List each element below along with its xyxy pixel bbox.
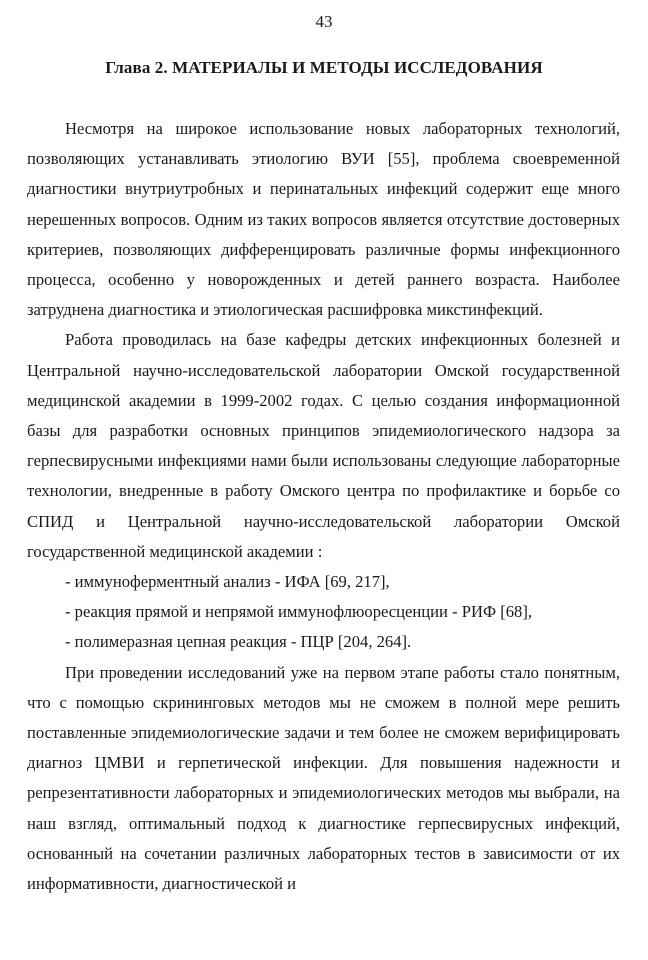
- list-item-ifa: - иммуноферментный анализ - ИФА [69, 217],: [65, 572, 390, 592]
- page-number: 43: [315, 12, 333, 31]
- paragraph-intro: Несмотря на широкое использование новых лабораторных технологий, позволяющих устанавливать этиологию ВУИ [55], проблема своевременной диагностики внутриутробных и перинатальных инфекций содержит еще много нерешенных вопросов. Одним из таких вопросов является отсутствие достоверных критериев, позволяющих дифференцировать различные формы инфекционного процесса, особенно у новорожденных и детей раннего возраста. Наиболее затруднена диагностика и этиологическая расшифровка микстинфекций.: [27, 119, 620, 320]
- document-body: [27, 114, 620, 899]
- list-item-rif: - реакция прямой и непрямой иммунофлюоресценции - РИФ [68],: [65, 602, 533, 622]
- list-item-pcr: - полимеразная цепная реакция - ПЦР [204, 264].: [65, 632, 412, 652]
- paragraph-findings: При проведении исследований уже на первом этапе работы стало понятным, что с помощью скрининговых методов мы не сможем в полной мере решить поставленные эпидемиологические задачи и тем более не сможем верифицировать диагноз ЦМВИ и герпетической инфекции. Для повышения надежности и репрезентативности лабораторных и эпидемиологических методов мы выбрали, на наш взгляд, оптимальный подход к диагностике герпесвирусных инфекций, основанный на сочетании различных лабораторных тестов в зависимости от их информативности, диагностической и: [27, 662, 620, 894]
- chapter-title: Глава 2. МАТЕРИАЛЫ И МЕТОДЫ ИССЛЕДОВАНИЯ: [105, 58, 543, 77]
- paragraph-work-base: Работа проводилась на базе кафедры детских инфекционных болезней и Центральной научно-исследовательской лаборатории Омской государственной медицинской академии в 1999-2002 годах. С целью создания информационной базы для разработки основных принципов эпидемиологического надзора за герпесвирусными инфекциями нами были использованы следующие лабораторные технологии, внедренные в работу Омского центра по профилактике и борьбе со СПИД и Центральной научно-исследовательской лаборатории Омской государственной медицинской академии :: [27, 330, 620, 561]
